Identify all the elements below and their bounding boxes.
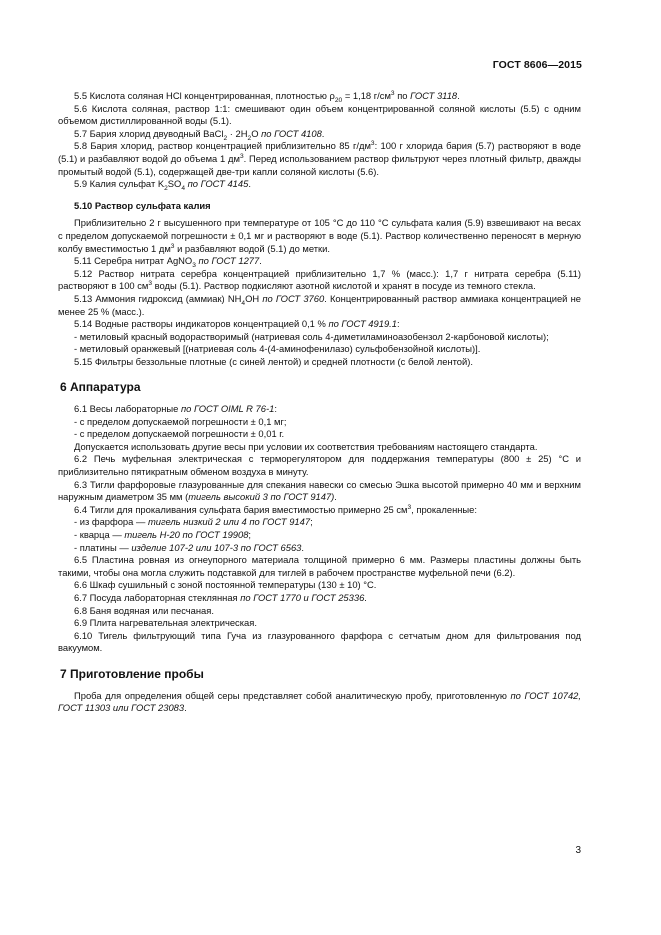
item-5-5: 5.5 Кислота соляная HCl концентрированная, плотностью $\rho_{20} = 1,18$ $г/см^3$ по ГОСТ 3118.	[74, 89, 460, 104]
item-6-7: 6.7 Посуда лабораторная стеклянная по ГОСТ 1770 и ГОСТ 25336.	[74, 591, 367, 603]
item-6-6: 6.6 Шкаф сушильный с зоной постоянной температуры (130 ± 10) °С.	[74, 579, 377, 591]
section-title-6: 6 Аппаратура	[60, 380, 141, 395]
item-5-9: 5.9 Калия сульфат $K_2SO_4$ по ГОСТ 4145.	[74, 178, 251, 193]
item-5-13: 5.13 Аммония гидроксид (аммиак) $NH_4OH$ по ГОСТ 3760. Концентрированный раствор аммиака концентрацией не менее 25 % (масс.).	[58, 292, 581, 317]
list-item: - метиловый красный водорастворимый (натриевая соль 4-диметиламиноазобензол 2-карбоновой кислоты);	[74, 330, 549, 342]
section-title-7: 7 Приготовление пробы	[60, 666, 204, 681]
item-6-5: 6.5 Пластина ровная из огнеупорного материала толщиной примерно 6 мм. Размеры пластины должны быть такими, чтобы она могла служить подставкой для тиглей в рабочем пространстве муфельной печи (6.2).	[58, 554, 581, 578]
list-item: - метиловый оранжевый [(натриевая соль 4-(4-аминофенилазо) сульфобензойной кислоты)].	[74, 343, 481, 355]
page-number: 3	[575, 845, 581, 856]
item-7-text: Проба для определения общей серы представляет собой аналитическую пробу, приготовленную по ГОСТ 10742, ГОСТ 11303 или ГОСТ 23083.	[58, 689, 581, 714]
item-6-9: 6.9 Плита нагревательная электрическая.	[74, 617, 257, 629]
document-body	[58, 90, 581, 715]
list-item: - кварца — тигель Н-20 по ГОСТ 19908;	[74, 529, 252, 540]
item-6-4: 6.4 Тигли для прокаливания сульфата бария вместимостью примерно 25 $см^3$, прокаленные:	[74, 503, 477, 515]
item-6-8: 6.8 Баня водяная или песчаная.	[74, 604, 214, 616]
item-5-14: 5.14 Водные растворы индикаторов концентрацией 0,1 % по ГОСТ 4919.1:	[74, 318, 400, 330]
item-6-1-note: Допускается использовать другие весы при условии их соответствия требованиям настоящего стандарта.	[74, 440, 538, 452]
item-5-15: 5.15 Фильтры беззольные плотные (с синей лентой) и средней плотности (с белой лентой).	[74, 355, 473, 367]
item-5-10: Приблизительно 2 г высушенного при температуре от 105 °С до 110 °С сульфата калия (5.9) взвешивают на весах с пределом допускаемой погрешности ± 0,1 мг и растворяют в воде (5.1). Раствор количественно переносят в мерную колбу вместимостью 1 $дм^3$ и разбавляют водой (5.1) до метки.	[58, 217, 581, 254]
item-5-8: 5.8 Бария хлорид, раствор концентрацией приблизительно 85 $г/дм^3$: 100 г хлорида бария (5.7) растворяют в воде (5.1) и разбавляют водой до объема 1 $дм^3$. Перед использованием раствор фильтруют через плотный фильтр, дважды промытый водой (5.1), содержащей две-три капли соляной кислоты (5.6).	[58, 140, 582, 177]
list-item: - платины — изделие 107-2 или 107-3 по ГОСТ 6563.	[74, 541, 304, 553]
document-header: ГОСТ 8606—2015	[492, 59, 582, 71]
list-item: - с пределом допускаемой погрешности ± 0,01 г.	[74, 428, 285, 440]
list-item: - с пределом допускаемой погрешности ± 0,1 мг;	[74, 415, 287, 427]
item-6-2: 6.2 Печь муфельная электрическая с терморегулятором для поддержания температуры (800 ± 25) °С и приблизительно пятикратным обменом воздуха в минуту.	[58, 453, 581, 478]
item-5-12: 5.12 Раствор нитрата серебра концентрацией приблизительно 1,7 % (масс.): 1,7 г нитрата серебра (5.11) растворяют в 100 $см^3$ воды (5.1). Раствор подкисляют азотной кислотой и хранят в посуде из темного стекла.	[58, 267, 581, 292]
item-6-10: 6.10 Тигель фильтрующий типа Гуча из глазурованного фарфора с сетчатым дном для фильтрования под вакуумом.	[58, 629, 581, 654]
item-5-7: 5.7 Бария хлорид двуводный BaCl$_2$ · $2H_2O$ по ГОСТ 4108.	[74, 127, 325, 142]
list-item: - из фарфора — тигель низкий 2 или 4 по ГОСТ 9147;	[74, 516, 313, 528]
item-5-11: 5.11 Серебра нитрат AgNO$_3$ по ГОСТ 1277.	[74, 255, 262, 269]
subsection-title-5-10: 5.10 Раствор сульфата калия	[74, 199, 211, 211]
item-5-6: 5.6 Кислота соляная, раствор 1:1: смешивают один объем концентрированной соляной кислоты (5.5) с одним объемом дистиллированной воды (5.1).	[58, 102, 581, 127]
item-6-1: 6.1 Весы лабораторные по ГОСТ OIML R 76-1:	[74, 403, 277, 415]
item-6-3: 6.3 Тигли фарфоровые глазурованные для спекания навески со смесью Эшка высотой примерно 40 мм и верхним наружным диаметром 35 мм (тигель высокий 3 по ГОСТ 9147).	[58, 478, 581, 503]
